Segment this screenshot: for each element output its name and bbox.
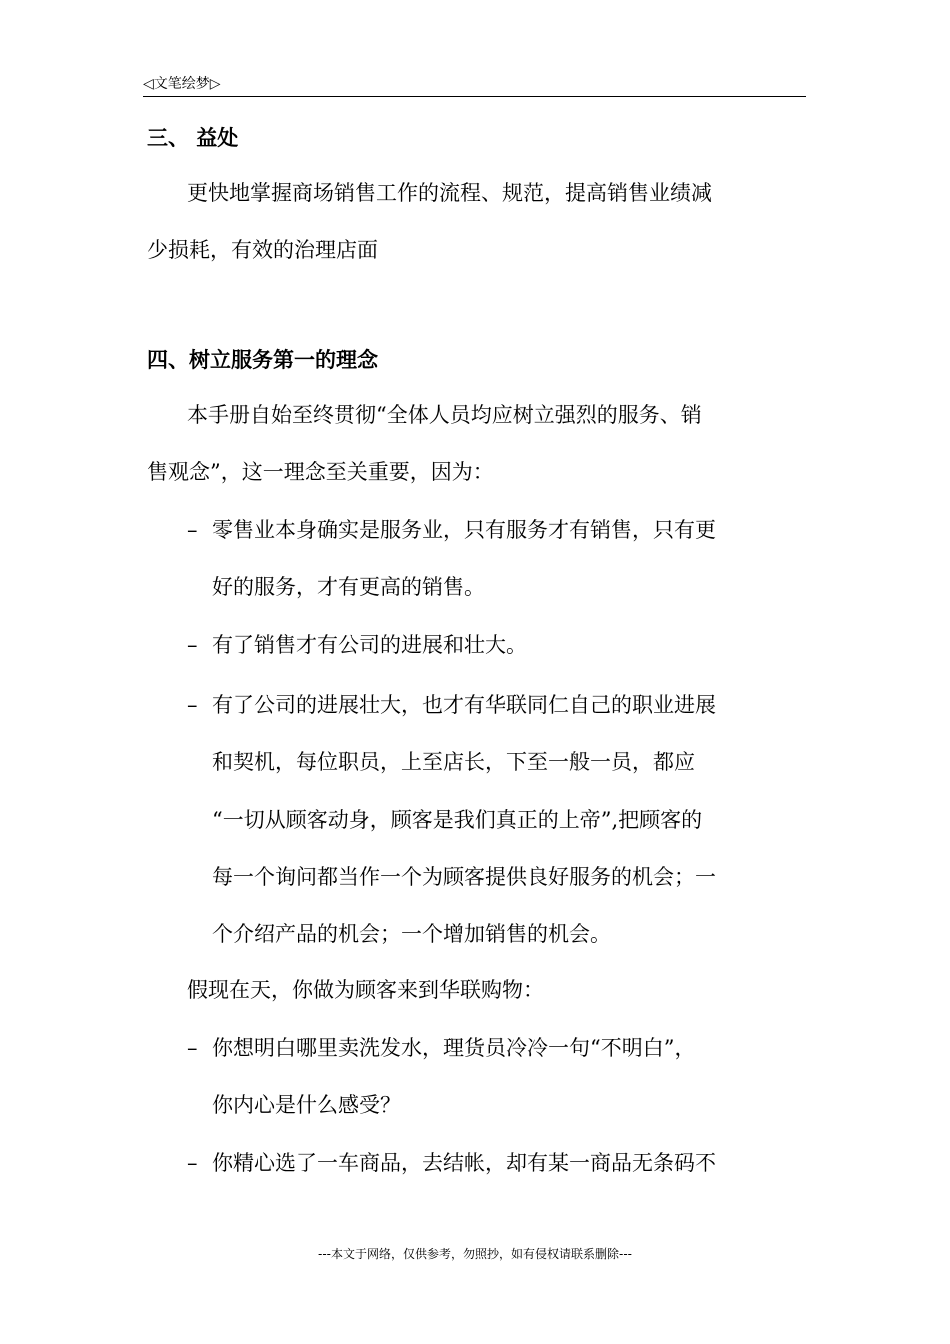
page-header: ◁文笔绘梦▷ — [143, 76, 221, 92]
bullet-line: 个介绍产品的机会；一个增加销售的机会。 — [212, 922, 611, 946]
paragraph-line: 少损耗，有效的治理店面 — [147, 238, 378, 262]
bullet-marker: – — [187, 693, 198, 717]
bullet-marker: – — [187, 518, 198, 542]
paragraph-line: 假现在天，你做为顾客来到华联购物： — [187, 978, 544, 1002]
bullet-line: 每一个询问都当作一个为顾客提供良好服务的机会；一 — [212, 865, 716, 889]
bullet-line: 有了公司的进展壮大，也才有华联同仁自己的职业进展 — [212, 693, 716, 717]
paragraph-line: 更快地掌握商场销售工作的流程、规范，提高销售业绩减 — [187, 181, 712, 205]
bullet-line: 你精心选了一车商品，去结帐，却有某一商品无条码不 — [212, 1151, 716, 1175]
bullet-line: 你想明白哪里卖洗发水，理货员冷冷一句“不明白”， — [212, 1036, 696, 1060]
paragraph-line: 售观念”，这一理念至关重要，因为： — [147, 460, 494, 484]
bullet-line: 零售业本身确实是服务业，只有服务才有销售，只有更 — [212, 518, 716, 542]
header-rule — [143, 96, 806, 97]
bullet-line: “一切从顾客动身，顾客是我们真正的上帝”,把顾客的 — [212, 808, 703, 832]
bullet-line: 好的服务，才有更高的销售。 — [212, 575, 485, 599]
section-heading: 三、 益处 — [147, 126, 239, 150]
bullet-line: 有了销售才有公司的进展和壮大。 — [212, 633, 527, 657]
bullet-marker: – — [187, 633, 198, 657]
bullet-marker: – — [187, 1151, 198, 1175]
bullet-line: 你内心是什么感受？ — [212, 1093, 401, 1117]
bullet-line: 和契机，每位职员，上至店长，下至一般一员，都应 — [212, 750, 695, 774]
bullet-marker: – — [187, 1036, 198, 1060]
paragraph-line: 本手册自始至终贯彻“全体人员均应树立强烈的服务、销 — [187, 403, 702, 427]
section-heading: 四、树立服务第一的理念 — [147, 348, 378, 372]
page-footer: ---本文于网络，仅供参考，勿照抄，如有侵权请联系删除--- — [318, 1247, 632, 1261]
